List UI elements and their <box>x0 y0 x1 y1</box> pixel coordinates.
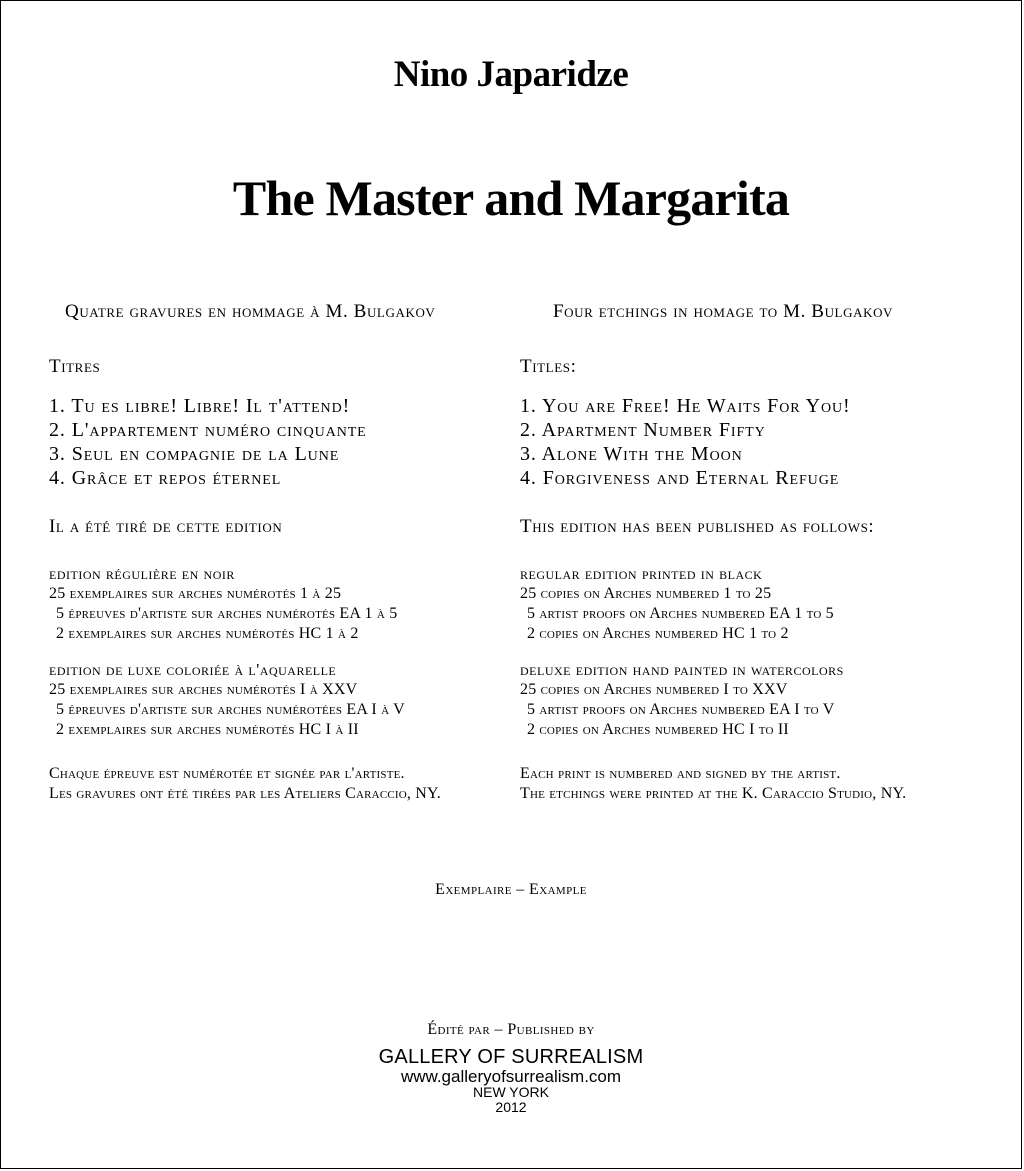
edition-line: 25 copies on Arches numbered I to XXV <box>520 681 788 698</box>
edition-line: 5 épreuves d'artiste sur arches numérotées EA I à V <box>56 701 405 718</box>
edition-line: 5 artist proofs on Arches numbered EA I to V <box>527 701 835 718</box>
french-subtitle: Quatre gravures en hommage à M. Bulgakov <box>65 301 436 322</box>
gallery-name: GALLERY OF SURREALISM <box>378 1046 644 1068</box>
edition-heading: edition régulière en noir <box>49 564 235 583</box>
english-column <box>520 301 990 804</box>
edition-heading: regular edition printed in black <box>520 564 763 583</box>
french-edition-heading: Il a été tiré de cette edition <box>49 516 283 537</box>
edition-line: 2 copies on Arches numbered HC 1 to 2 <box>527 625 789 642</box>
list-item: 2. L'appartement numéro cinquante <box>49 419 367 441</box>
example-label: Exemplaire – Example <box>435 881 587 898</box>
english-subtitle: Four etchings in homage to M. Bulgakov <box>553 301 894 322</box>
list-item: 1. You are Free! He Waits For You! <box>520 395 851 417</box>
edition-line: 2 exemplaires sur arches numérotés HC 1 à 2 <box>56 625 359 642</box>
edition-heading: edition de luxe coloriée à l'aquarelle <box>49 660 337 679</box>
list-item: 4. Grâce et repos éternel <box>49 467 282 489</box>
work-title: The Master and Margarita <box>232 170 790 226</box>
edition-heading: deluxe edition hand painted in watercolors <box>520 660 844 679</box>
publication-year: 2012 <box>495 1099 527 1115</box>
list-item: 2. Apartment Number Fifty <box>520 419 766 441</box>
edition-line: 5 épreuves d'artiste sur arches numérotés EA 1 à 5 <box>56 605 398 622</box>
english-titles-heading: Titles: <box>520 356 577 377</box>
french-titles-list <box>49 394 509 490</box>
english-titles-list <box>520 394 990 490</box>
gallery-website: www.galleryofsurrealism.com <box>400 1067 622 1086</box>
english-deluxe-edition <box>520 660 990 740</box>
edition-line: 25 exemplaires sur arches numérotés 1 à 25 <box>49 585 342 602</box>
note-line: Each print is numbered and signed by the artist. <box>520 765 841 782</box>
french-titles-heading: Titres <box>49 356 101 377</box>
list-item: 1. Tu es libre! Libre! Il t'attend! <box>49 395 351 417</box>
french-deluxe-edition <box>49 660 509 740</box>
edition-line: 5 artist proofs on Arches numbered EA 1 to 5 <box>527 605 834 622</box>
note-line: Chaque épreuve est numérotée et signée par l'artiste. <box>49 765 405 782</box>
english-notes <box>520 764 990 804</box>
edition-line: 2 copies on Arches numbered HC I to II <box>527 721 789 738</box>
artist-name: Nino Japaridze <box>393 54 629 95</box>
note-line: Les gravures ont été tirées par les Ateliers Caraccio, NY. <box>49 785 441 802</box>
note-line: The etchings were printed at the K. Caraccio Studio, NY. <box>520 785 907 802</box>
edition-line: 2 exemplaires sur arches numérotés HC I à II <box>56 721 359 738</box>
french-regular-edition <box>49 564 509 644</box>
english-edition-heading: This edition has been published as follows: <box>520 516 875 537</box>
published-by-label: Édité par – Published by <box>427 1021 595 1038</box>
english-regular-edition <box>520 564 990 644</box>
publisher-block <box>1 1046 1021 1115</box>
french-column <box>49 301 509 804</box>
edition-line: 25 copies on Arches numbered 1 to 25 <box>520 585 772 602</box>
french-notes <box>49 764 509 804</box>
list-item: 3. Alone With the Moon <box>520 443 743 465</box>
edition-line: 25 exemplaires sur arches numérotés I à XXV <box>49 681 358 698</box>
gallery-city: NEW YORK <box>473 1084 549 1100</box>
list-item: 3. Seul en compagnie de la Lune <box>49 443 340 465</box>
list-item: 4. Forgiveness and Eternal Refuge <box>520 467 840 489</box>
